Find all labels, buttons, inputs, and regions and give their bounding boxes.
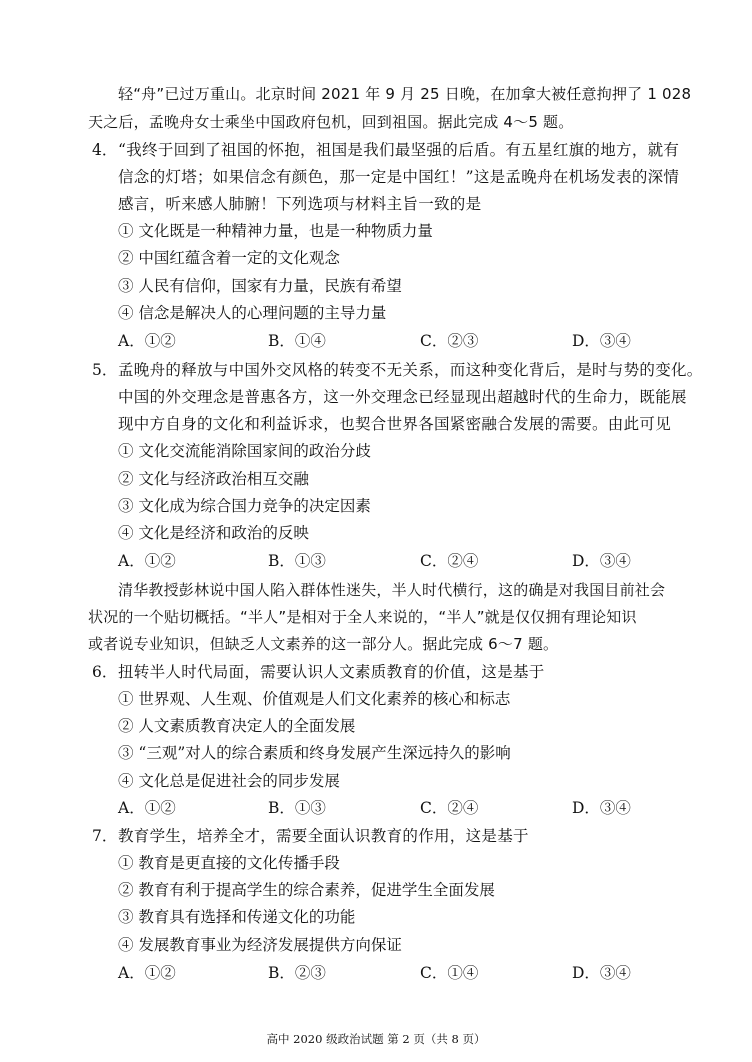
question-6-answer-c: C．②④	[420, 799, 479, 817]
question-4-answer-a: A．①②	[118, 332, 176, 350]
material-1-line-2: 天之后，孟晚舟女士乘坐中国政府包机，回到祖国。据此完成 4～5 题。	[88, 113, 574, 131]
question-6-item-1: ① 世界观、人生观、价值观是人们文化素养的核心和标志	[118, 690, 511, 708]
question-7-number: 7．	[92, 827, 118, 845]
question-4-stem-line-1: “我终于回到了祖国的怀抱，祖国是我们最坚强的后盾。有五星红旗的地方，就有	[118, 141, 680, 159]
question-5-answer-a: A．①②	[118, 552, 176, 570]
question-7-answer-b: B．②③	[268, 964, 326, 982]
question-5-item-2: ② 文化与经济政治相互交融	[118, 470, 309, 488]
material-2-line-1: 清华教授彭林说中国人陷入群体性迷失，半人时代横行，这的确是对我国目前社会	[118, 581, 666, 599]
question-4-answer-d: D．③④	[572, 332, 631, 350]
question-5-stem-line-1: 孟晚舟的释放与中国外交风格的转变不无关系，而这种变化背后，是时与势的变化。	[118, 361, 703, 379]
question-5-answer-c: C．②④	[420, 552, 479, 570]
page-footer: 高中 2020 级政治试题 第 2 页（共 8 页）	[266, 1032, 486, 1046]
question-5-item-1: ① 文化交流能消除国家间的政治分歧	[118, 442, 371, 460]
question-5-stem-line-3: 现中方自身的文化和利益诉求，也契合世界各国紧密融合发展的需要。由此可见	[118, 415, 672, 433]
question-6-answer-a: A．①②	[118, 799, 176, 817]
question-4-item-2: ② 中国红蕴含着一定的文化观念	[118, 249, 340, 267]
question-7-item-2: ② 教育有利于提高学生的综合素养，促进学生全面发展	[118, 881, 495, 899]
question-6-number: 6．	[92, 663, 118, 681]
question-4-number: 4．	[92, 141, 118, 159]
question-5-number: 5．	[92, 361, 118, 379]
question-6-answer-b: B．①③	[268, 799, 326, 817]
question-6-item-2: ② 人文素质教育决定人的全面发展	[118, 717, 356, 735]
question-7-item-4: ④ 发展教育事业为经济发展提供方向保证	[118, 936, 402, 954]
question-6-item-3: ③ “三观”对人的综合素质和终身发展产生深远持久的影响	[118, 744, 511, 762]
question-4-answer-c: C．②③	[420, 332, 479, 350]
question-7-item-1: ① 教育是更直接的文化传播手段	[118, 854, 340, 872]
question-5-answer-d: D．③④	[572, 552, 631, 570]
question-6-stem-line-1: 扭转半人时代局面，需要认识人文素质教育的价值，这是基于	[118, 663, 545, 681]
question-4-answer-b: B．①④	[268, 332, 326, 350]
question-5-item-4: ④ 文化是经济和政治的反映	[118, 524, 309, 542]
question-6-answer-d: D．③④	[572, 799, 631, 817]
question-7-answer-d: D．③④	[572, 964, 631, 982]
question-7-answer-a: A．①②	[118, 964, 176, 982]
question-4-item-4: ④ 信念是解决人的心理问题的主导力量	[118, 304, 387, 322]
question-7-stem-line-1: 教育学生，培养全才，需要全面认识教育的作用，这是基于	[118, 827, 529, 845]
question-5-stem-line-2: 中国的外交理念是普惠各方，这一外交理念已经显现出超越时代的生命力，既能展	[118, 388, 687, 406]
question-4-stem-line-2: 信念的灯塔；如果信念有颜色，那一定是中国红！”这是孟晚舟在机场发表的深情	[118, 168, 680, 186]
question-7-answer-c: C．①④	[420, 964, 479, 982]
question-5-answer-b: B．①③	[268, 552, 326, 570]
question-7-item-3: ③ 教育具有选择和传递文化的功能	[118, 908, 356, 926]
question-5-item-3: ③ 文化成为综合国力竞争的决定因素	[118, 497, 371, 515]
material-1-line-1: 轻“舟”已过万重山。北京时间 2021 年 9 月 25 日晚，在加拿大被任意拘押了 1 028	[118, 85, 692, 103]
question-4-stem-line-3: 感言，听来感人肺腑！下列选项与材料主旨一致的是	[118, 195, 482, 213]
material-2-line-3: 或者说专业知识，但缺乏人文素养的这一部分人。据此完成 6～7 题。	[88, 635, 559, 653]
question-6-item-4: ④ 文化总是促进社会的同步发展	[118, 772, 340, 790]
material-2-line-2: 状况的一个贴切概括。“半人”是相对于全人来说的，“半人”就是仅仅拥有理论知识	[88, 608, 637, 626]
question-4-item-3: ③ 人民有信仰，国家有力量，民族有希望	[118, 277, 402, 295]
question-4-item-1: ① 文化既是一种精神力量，也是一种物质力量	[118, 222, 433, 240]
